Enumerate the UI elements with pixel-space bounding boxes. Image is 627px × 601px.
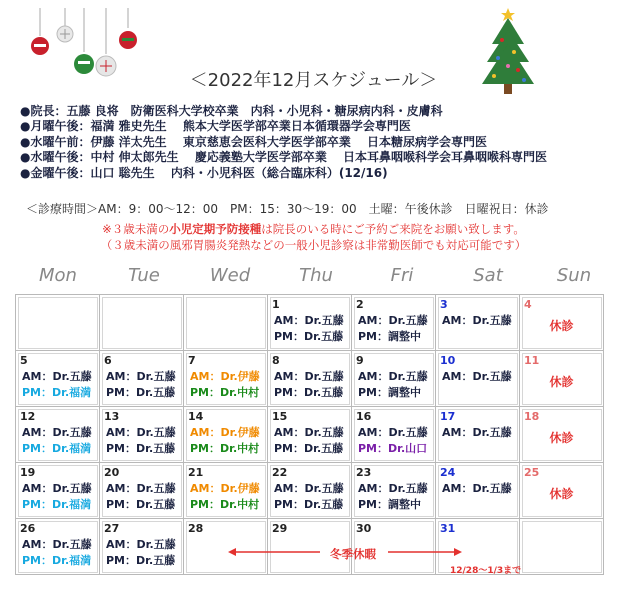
- staff-line: ●院長：五藤 良将 防衛医科大学校卒業 内科・小児科・糖尿病内科・皮膚科: [20, 104, 443, 118]
- calendar-day-empty: [184, 295, 268, 351]
- pm-doctor: PM：Dr.五藤: [106, 386, 176, 399]
- am-doctor: AM：Dr.五藤: [22, 482, 92, 495]
- calendar-day: [100, 351, 184, 407]
- notice-text: ※３歳未満の: [102, 222, 170, 236]
- calendar-day: [352, 407, 436, 463]
- am-doctor: AM：Dr.伊藤: [190, 482, 260, 495]
- pm-doctor: PM：調整中: [358, 386, 422, 399]
- am-doctor: AM：Dr.伊藤: [190, 426, 260, 439]
- weekday-header: Mon: [39, 265, 77, 286]
- calendar-day: [520, 463, 604, 519]
- day-number: 6: [104, 354, 112, 367]
- calendar-day: [184, 463, 268, 519]
- day-number: 25: [524, 466, 540, 479]
- calendar-day: [16, 351, 100, 407]
- calendar-week: [16, 351, 604, 407]
- am-doctor: AM：Dr.五藤: [274, 370, 344, 383]
- calendar-day-empty: [16, 295, 100, 351]
- am-doctor: AM：Dr.五藤: [358, 426, 428, 439]
- weekday-header: Sun: [556, 265, 592, 286]
- calendar-day: [352, 463, 436, 519]
- calendar-day: [520, 295, 604, 351]
- day-number: 13: [104, 410, 120, 423]
- calendar-day: [100, 463, 184, 519]
- day-number: 19: [20, 466, 36, 479]
- day-number: 26: [20, 522, 36, 535]
- calendar-day: [520, 407, 604, 463]
- am-doctor: AM：Dr.五藤: [442, 370, 512, 383]
- day-number: 16: [356, 410, 372, 423]
- weekday-header: Tue: [128, 265, 160, 286]
- calendar-day: [184, 351, 268, 407]
- day-number: 12: [20, 410, 36, 423]
- day-number: 4: [524, 298, 532, 311]
- am-doctor: AM：Dr.五藤: [442, 482, 512, 495]
- calendar-day: [436, 295, 520, 351]
- day-number: 3: [440, 298, 448, 311]
- staff-line: ●水曜午後：中村 伸太郎先生 慶応義塾大学医学部卒業 日本耳鼻咽喉科学会耳鼻咽喉科専門医: [20, 150, 548, 165]
- am-doctor: AM：Dr.五藤: [274, 314, 344, 327]
- winter-break-label: 冬季休暇: [330, 547, 376, 561]
- closed-label: 休診: [549, 487, 574, 501]
- day-number: 31: [440, 522, 456, 535]
- day-number: 23: [356, 466, 372, 479]
- day-number: 28: [188, 522, 204, 535]
- pm-doctor: PM：Dr.山口: [358, 442, 428, 455]
- closed-label: 休診: [549, 375, 574, 389]
- staff-list: [20, 104, 547, 181]
- pm-doctor: PM：Dr.中村: [190, 442, 260, 455]
- calendar-day: [100, 519, 184, 575]
- calendar-day: [436, 463, 520, 519]
- day-number: 20: [104, 466, 120, 479]
- pm-doctor: PM：Dr.五藤: [274, 498, 344, 511]
- calendar-grid: [15, 294, 604, 575]
- calendar-day: [436, 351, 520, 407]
- notice-highlight: 小児定期予防接種: [169, 222, 262, 236]
- am-doctor: AM：Dr.五藤: [106, 426, 176, 439]
- day-number: 21: [188, 466, 204, 479]
- notice-text: は院長のいる時にご予約ご来院をお願い致します。: [261, 222, 525, 236]
- pm-doctor: PM：Dr.福満: [22, 386, 92, 399]
- day-number: 1: [272, 298, 280, 311]
- calendar-day: [268, 351, 352, 407]
- pm-doctor: PM：Dr.福満: [22, 442, 92, 455]
- calendar-day: [268, 295, 352, 351]
- calendar-day: [16, 407, 100, 463]
- pm-doctor: PM：Dr.福満: [22, 554, 92, 567]
- am-doctor: AM：Dr.五藤: [442, 426, 512, 439]
- page-title: ＜2022年12月スケジュール＞: [189, 70, 438, 91]
- am-doctor: AM：Dr.五藤: [106, 370, 176, 383]
- calendar-day: [268, 407, 352, 463]
- pm-doctor: PM：Dr.五藤: [106, 442, 176, 455]
- day-number: 8: [272, 354, 280, 367]
- day-number: 22: [272, 466, 288, 479]
- day-number: 10: [440, 354, 456, 367]
- am-doctor: AM：Dr.五藤: [442, 314, 512, 327]
- day-number: 30: [356, 522, 372, 535]
- weekday-header: Sat: [473, 265, 503, 286]
- pm-doctor: PM：Dr.五藤: [106, 498, 176, 511]
- am-doctor: AM：Dr.五藤: [358, 370, 428, 383]
- am-doctor: AM：Dr.五藤: [274, 482, 344, 495]
- pm-doctor: PM：調整中: [358, 330, 422, 343]
- calendar-week: [16, 295, 604, 351]
- calendar-day-empty: [100, 295, 184, 351]
- winter-break-note: 12/28～1/3まで: [450, 566, 522, 576]
- day-number: 18: [524, 410, 540, 423]
- calendar-day: [268, 463, 352, 519]
- calendar-day: [16, 463, 100, 519]
- closed-label: 休診: [549, 319, 574, 333]
- am-doctor: AM：Dr.伊藤: [190, 370, 260, 383]
- pm-doctor: PM：Dr.五藤: [106, 554, 176, 567]
- clinic-hours: ＜診療時間＞AM：9：00～12：00 PM：15：30～19：00 土曜：午後休診 日曜祝日：休診: [26, 202, 549, 216]
- calendar-week: [16, 407, 604, 463]
- calendar-week: [16, 463, 604, 519]
- pm-doctor: PM：Dr.福満: [22, 498, 92, 511]
- am-doctor: AM：Dr.五藤: [106, 538, 176, 551]
- calendar-day: [16, 519, 100, 575]
- day-number: 24: [440, 466, 456, 479]
- day-number: 7: [188, 354, 196, 367]
- calendar-day: [436, 407, 520, 463]
- pm-doctor: PM：調整中: [358, 498, 422, 511]
- day-number: 15: [272, 410, 288, 423]
- calendar-day-empty: [520, 519, 604, 575]
- day-number: 2: [356, 298, 364, 311]
- pm-doctor: PM：Dr.五藤: [274, 330, 344, 343]
- vaccination-notice: [0, 221, 627, 237]
- weekday-header: Thu: [299, 265, 333, 286]
- am-doctor: AM：Dr.五藤: [274, 426, 344, 439]
- pm-doctor: PM：Dr.五藤: [274, 442, 344, 455]
- am-doctor: AM：Dr.五藤: [358, 314, 428, 327]
- am-doctor: AM：Dr.五藤: [22, 538, 92, 551]
- pm-doctor: PM：Dr.五藤: [274, 386, 344, 399]
- day-number: 9: [356, 354, 364, 367]
- day-number: 29: [272, 522, 288, 535]
- day-number: 27: [104, 522, 120, 535]
- am-doctor: AM：Dr.五藤: [22, 426, 92, 439]
- day-number: 11: [524, 354, 540, 367]
- pm-doctor: PM：Dr.中村: [190, 498, 260, 511]
- am-doctor: AM：Dr.五藤: [358, 482, 428, 495]
- calendar-day: [352, 351, 436, 407]
- closed-label: 休診: [549, 431, 574, 445]
- calendar-day: [352, 295, 436, 351]
- pm-doctor: PM：Dr.中村: [190, 386, 260, 399]
- calendar-day: [520, 351, 604, 407]
- staff-line: ●水曜午前：伊藤 洋太先生 東京慈恵会医科大学医学部卒業 日本糖尿病学会専門医: [20, 134, 488, 149]
- calendar-day: [100, 407, 184, 463]
- weekday-header: Wed: [209, 265, 251, 286]
- pediatric-notice: （３歳未満の風邪胃腸炎発熱などの一般小児診察は非常勤医師でも対応可能です）: [100, 238, 527, 252]
- calendar-day: [184, 407, 268, 463]
- day-number: 5: [20, 354, 28, 367]
- day-number: 17: [440, 410, 456, 423]
- staff-line: ●金曜午後：山口 聡先生 内科・小児科医（総合臨床科）(12/16): [20, 165, 388, 180]
- staff-line: ●月曜午後：福満 雅史先生 熊本大学医学部卒業日本循環器学会専門医: [20, 119, 411, 134]
- am-doctor: AM：Dr.五藤: [22, 370, 92, 383]
- am-doctor: AM：Dr.五藤: [106, 482, 176, 495]
- day-number: 14: [188, 410, 204, 423]
- weekday-header: Fri: [390, 265, 414, 286]
